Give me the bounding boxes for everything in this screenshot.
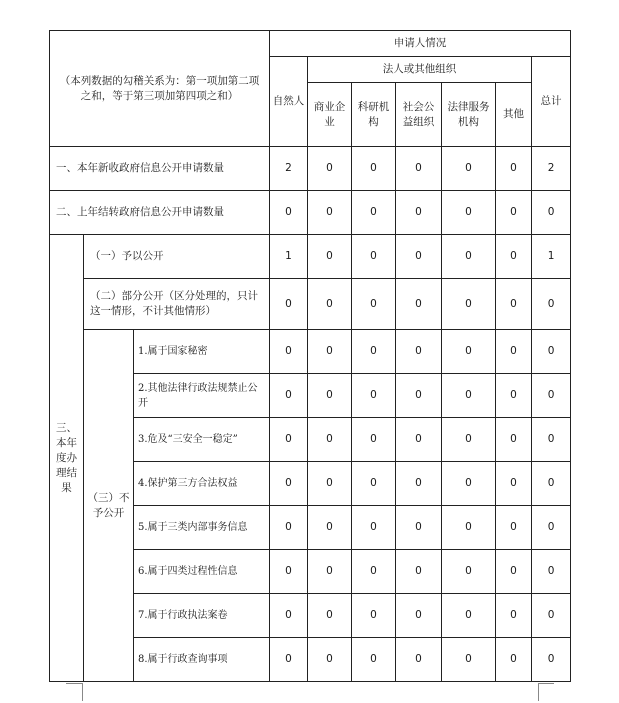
cell: 0 <box>308 506 352 550</box>
cell: 0 <box>352 330 396 374</box>
reason-label: 8.属于行政查询事项 <box>134 638 270 682</box>
cell: 0 <box>442 462 496 506</box>
cell: 0 <box>496 330 532 374</box>
cell: 0 <box>352 550 396 594</box>
cell: 0 <box>270 550 308 594</box>
cell: 0 <box>532 330 571 374</box>
cell: 0 <box>308 550 352 594</box>
header-social-welfare: 社会公益组织 <box>396 83 442 147</box>
row-label-carried-over: 二、上年结转政府信息公开申请数量 <box>50 191 270 235</box>
row-label-disclosed: （一）予以公开 <box>84 235 270 279</box>
header-commercial: 商业企业 <box>308 83 352 147</box>
row-label-partial: （二）部分公开（区分处理的，只计这一情形，不计其他情形） <box>84 279 270 330</box>
cell: 0 <box>532 374 571 418</box>
cell: 0 <box>396 191 442 235</box>
cell: 0 <box>308 374 352 418</box>
page-corner-mark-right <box>538 683 539 701</box>
cell: 0 <box>396 374 442 418</box>
page-corner-mark-right <box>538 683 554 700</box>
cell: 1 <box>532 235 571 279</box>
cell: 0 <box>308 279 352 330</box>
cell: 0 <box>442 147 496 191</box>
cell: 0 <box>396 462 442 506</box>
cell: 0 <box>496 462 532 506</box>
cell: 0 <box>496 235 532 279</box>
gov-info-disclosure-table <box>49 30 571 682</box>
cell: 0 <box>352 235 396 279</box>
cell: 0 <box>270 418 308 462</box>
reason-label: 2.其他法律行政法规禁止公开 <box>134 374 270 418</box>
cell: 0 <box>532 550 571 594</box>
cell: 0 <box>532 506 571 550</box>
cell: 0 <box>270 374 308 418</box>
cell: 0 <box>532 594 571 638</box>
cell: 0 <box>442 279 496 330</box>
cell: 0 <box>352 374 396 418</box>
cell: 0 <box>270 594 308 638</box>
cell: 0 <box>270 506 308 550</box>
page-corner-mark-left <box>66 683 82 700</box>
header-other: 其他 <box>496 83 532 147</box>
not-disclosed-label: （三）不予公开 <box>84 330 134 682</box>
cell: 0 <box>352 506 396 550</box>
cell: 0 <box>496 191 532 235</box>
page-corner-mark-left <box>82 683 83 701</box>
cell: 0 <box>396 638 442 682</box>
cell: 0 <box>532 279 571 330</box>
cell: 0 <box>352 638 396 682</box>
cell: 0 <box>396 418 442 462</box>
cell: 0 <box>442 550 496 594</box>
cell: 0 <box>442 638 496 682</box>
cell: 0 <box>496 418 532 462</box>
cell: 0 <box>496 279 532 330</box>
cell: 0 <box>308 330 352 374</box>
row-label-new-requests: 一、本年新收政府信息公开申请数量 <box>50 147 270 191</box>
cell: 0 <box>308 418 352 462</box>
cell: 0 <box>442 235 496 279</box>
cell: 0 <box>396 330 442 374</box>
cell: 0 <box>352 147 396 191</box>
cell: 0 <box>352 191 396 235</box>
cell: 0 <box>532 418 571 462</box>
cell: 0 <box>442 418 496 462</box>
cell: 0 <box>308 462 352 506</box>
reason-label: 3.危及“三安全一稳定” <box>134 418 270 462</box>
cell: 0 <box>270 191 308 235</box>
cell: 0 <box>308 235 352 279</box>
cell: 0 <box>352 594 396 638</box>
cell: 2 <box>532 147 571 191</box>
cell: 0 <box>308 147 352 191</box>
cell: 0 <box>532 638 571 682</box>
cell: 0 <box>270 330 308 374</box>
cell: 0 <box>308 191 352 235</box>
cell: 0 <box>532 191 571 235</box>
header-applicant-situation: 申请人情况 <box>270 31 571 57</box>
reason-label: 7.属于行政执法案卷 <box>134 594 270 638</box>
cell: 0 <box>396 594 442 638</box>
cell: 0 <box>270 638 308 682</box>
cell: 0 <box>396 550 442 594</box>
cell: 0 <box>270 279 308 330</box>
section3-label: 三、本年度办理结果 <box>50 235 84 682</box>
cell: 0 <box>308 594 352 638</box>
cell: 1 <box>270 235 308 279</box>
cell: 0 <box>396 147 442 191</box>
cell: 0 <box>442 374 496 418</box>
cell: 0 <box>532 462 571 506</box>
header-legal-group: 法人或其他组织 <box>308 57 532 83</box>
cell: 0 <box>496 374 532 418</box>
header-natural-person: 自然人 <box>270 57 308 147</box>
cell: 0 <box>442 191 496 235</box>
cell: 0 <box>496 594 532 638</box>
cell: 0 <box>496 550 532 594</box>
cell: 0 <box>442 330 496 374</box>
cell: 0 <box>308 638 352 682</box>
cell: 0 <box>396 235 442 279</box>
cell: 0 <box>442 594 496 638</box>
reason-label: 1.属于国家秘密 <box>134 330 270 374</box>
cell: 0 <box>352 462 396 506</box>
cell: 0 <box>352 418 396 462</box>
header-research: 科研机构 <box>352 83 396 147</box>
reason-label: 4.保护第三方合法权益 <box>134 462 270 506</box>
cell: 0 <box>496 638 532 682</box>
cell: 0 <box>352 279 396 330</box>
cell: 0 <box>496 147 532 191</box>
table-note: （本列数据的勾稽关系为：第一项加第二项之和，等于第三项加第四项之和） <box>50 31 270 147</box>
cell: 0 <box>396 279 442 330</box>
cell: 0 <box>442 506 496 550</box>
header-legal-service: 法律服务机构 <box>442 83 496 147</box>
header-total: 总计 <box>532 57 571 147</box>
cell: 0 <box>496 506 532 550</box>
cell: 2 <box>270 147 308 191</box>
cell: 0 <box>270 462 308 506</box>
reason-label: 5.属于三类内部事务信息 <box>134 506 270 550</box>
cell: 0 <box>396 506 442 550</box>
reason-label: 6.属于四类过程性信息 <box>134 550 270 594</box>
